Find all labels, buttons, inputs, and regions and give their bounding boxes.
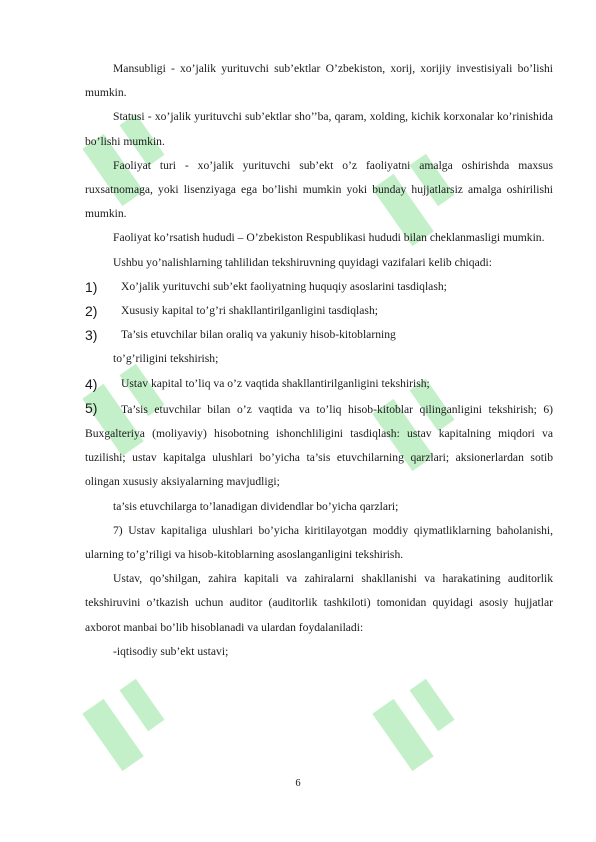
list-item xyxy=(85,372,553,396)
paragraph-activity-territory: Faoliyat ko’rsatish hududi – O’zbekiston Respublikasi hududi bilan cheklanmasligi mumkin. xyxy=(113,231,545,245)
list-item xyxy=(85,299,553,323)
paragraph-affiliation: Mansubligi - xo’jalik yurituvchi sub’ektlar O’zbekiston, xorij, xorijiy investisiyali bo’lishi mumkin. xyxy=(85,62,553,100)
paragraph-tasks-intro: Ushbu yo’nalishlarning tahlilidan tekshiruvning quyidagi vazifalari kelib chiqadi: xyxy=(113,255,492,269)
paragraph-charter: -iqtisodiy sub’ekt ustavi; xyxy=(113,644,229,658)
list-item-number: 3) xyxy=(85,327,98,344)
paragraph-audit-sources: Ustav, qo’shilgan, zahira kapitali va zahiralarni shakllanishi va harakatining auditorlik tekshiruvini o’tkazish uchun auditor (auditorlik tashkiloti) tomonidan quyidagi asosiy hujjatlar axborot manbai bo’lib hisoblanadi va ulardan foydalaniladi: xyxy=(85,572,553,634)
list-item xyxy=(85,275,553,299)
list-item-number: 2) xyxy=(85,303,98,320)
list-item xyxy=(85,323,553,347)
paragraph-item-7: 7) Ustav kapitaliga ulushlari bo’yicha kiritilayotgan moddiy qiymatliklarning baholanishi, ularning to’g’riligi va hisob-kitoblarning asoslanganligini tekshirish. xyxy=(85,523,553,562)
page-number: 6 xyxy=(295,778,301,789)
list-item-text: Ustav kapital to’liq va o’z vaqtida shakllantirilganligini tekshirish; xyxy=(121,376,430,390)
paragraph-activity-type: Faoliyat turi - xo’jalik yurituvchi sub’ekt o’z faoliyatni amalga oshirishda maxsus ruxsatnomaga, yoki lisenziyaga ega bo’lishi mumkin yoki bunday hujjatlarsiz amalga oshirilishi mumkin. xyxy=(85,158,553,221)
paragraph-dividends: ta’sis etuvchilarga to’lanadigan dividendlar bo’yicha qarzlari; xyxy=(113,499,399,513)
list-item-number: 1) xyxy=(85,278,98,295)
list-item-number: 4) xyxy=(85,375,98,392)
list-item-text: Ta’sis etuvchilar bilan oraliq va yakuniy hisob-kitoblarning xyxy=(121,328,396,342)
list-item-number: 5) xyxy=(85,399,98,416)
list-item-text: Ta’sis etuvchilar bilan o’z vaqtida va to’liq hisob-kitoblar qilinganligini tekshirish; 6) Buxgalteriya (moliyaviy) hisobotning ishonchliligini tasdiqlash: ustav kapitalning miqdori va tuzilishi; ustav kapitalga ulushlari bo’yicha ta’sis etuvchilarning qarzlari; aksionerlardan sotib olingan xususiy aksiyalarning mavjudligi; xyxy=(85,402,553,489)
list-item xyxy=(85,396,553,495)
paragraph-status: Statusi - xo’jalik yurituvchi sub’ektlar sho’’ba, qaram, xolding, kichik korxonalar ko’rinishida bo’lishi mumkin. xyxy=(85,110,553,148)
document-body xyxy=(85,57,553,664)
list-item-text: Xususiy kapital to’g’ri shakllantirilganligini tasdiqlash; xyxy=(121,304,378,318)
list-item-continuation: to’g’riligini tekshirish; xyxy=(113,352,219,366)
list-item-text: Xo’jalik yurituvchi sub’ekt faoliyatning huquqiy asoslarini tasdiqlash; xyxy=(121,279,447,293)
